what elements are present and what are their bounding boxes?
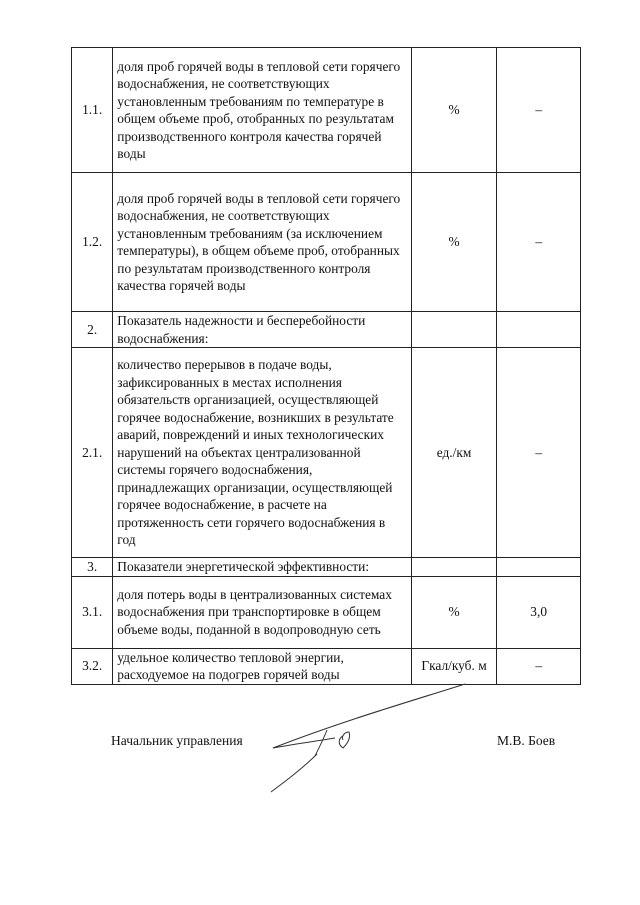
row-number: 3.2. bbox=[72, 648, 113, 684]
row-description: доля проб горячей воды в тепловой сети горячего водоснабжения, не соответствующих установленным требованиям (за исключением температуры), в общем объеме проб, отобранных по результатам производственного контроля качества горячей воды bbox=[113, 173, 411, 312]
table-row bbox=[72, 576, 581, 648]
table-row bbox=[72, 312, 581, 348]
signer-name: М.В. Боев bbox=[497, 733, 556, 748]
row-value bbox=[497, 312, 581, 348]
table-row bbox=[72, 558, 581, 577]
signer-position: Начальник управления bbox=[111, 733, 243, 748]
row-unit: % bbox=[411, 173, 497, 312]
row-value bbox=[497, 558, 581, 577]
signature-image bbox=[255, 678, 470, 798]
row-number: 2. bbox=[72, 312, 113, 348]
table-row bbox=[72, 173, 581, 312]
row-number: 3.1. bbox=[72, 576, 113, 648]
table-row bbox=[72, 48, 581, 173]
row-description: удельное количество тепловой энергии, расходуемое на подогрев горячей воды bbox=[113, 648, 411, 684]
row-number: 2.1. bbox=[72, 348, 113, 558]
row-description: доля проб горячей воды в тепловой сети горячего водоснабжения, не соответствующих установленным требованиям по температуре в общем объеме проб, отобранных по результатам производственного контроля качества горячей воды bbox=[113, 48, 411, 173]
row-description: Показатель надежности и бесперебойности водоснабжения: bbox=[113, 312, 411, 348]
row-unit bbox=[411, 312, 497, 348]
row-value: – bbox=[497, 648, 581, 684]
table-row bbox=[72, 348, 581, 558]
row-unit: % bbox=[411, 48, 497, 173]
row-number: 1.2. bbox=[72, 173, 113, 312]
row-number: 3. bbox=[72, 558, 113, 577]
row-description: Показатели энергетической эффективности: bbox=[113, 558, 411, 577]
row-value: – bbox=[497, 173, 581, 312]
row-unit bbox=[411, 558, 497, 577]
row-unit: Гкал/куб. м bbox=[411, 648, 497, 684]
row-description: доля потерь воды в централизованных системах водоснабжения при транспортировке в общем объеме воды, поданной в водопроводную сеть bbox=[113, 576, 411, 648]
indicators-table bbox=[71, 47, 581, 685]
row-unit: % bbox=[411, 576, 497, 648]
row-value: – bbox=[497, 348, 581, 558]
row-unit: ед./км bbox=[411, 348, 497, 558]
row-value: 3,0 bbox=[497, 576, 581, 648]
row-value: – bbox=[497, 48, 581, 173]
row-description: количество перерывов в подаче воды, зафиксированных в местах исполнения обязательств организацией, осуществляющей горячее водоснабжение, возникших в результате аварий, повреждений и иных технологических нарушений на объектах централизованной системы горячего водоснабжения, принадлежащих организации, осуществляющей горячее водоснабжение, в расчете на протяженность сети горячего водоснабжения в год bbox=[113, 348, 411, 558]
row-number: 1.1. bbox=[72, 48, 113, 173]
